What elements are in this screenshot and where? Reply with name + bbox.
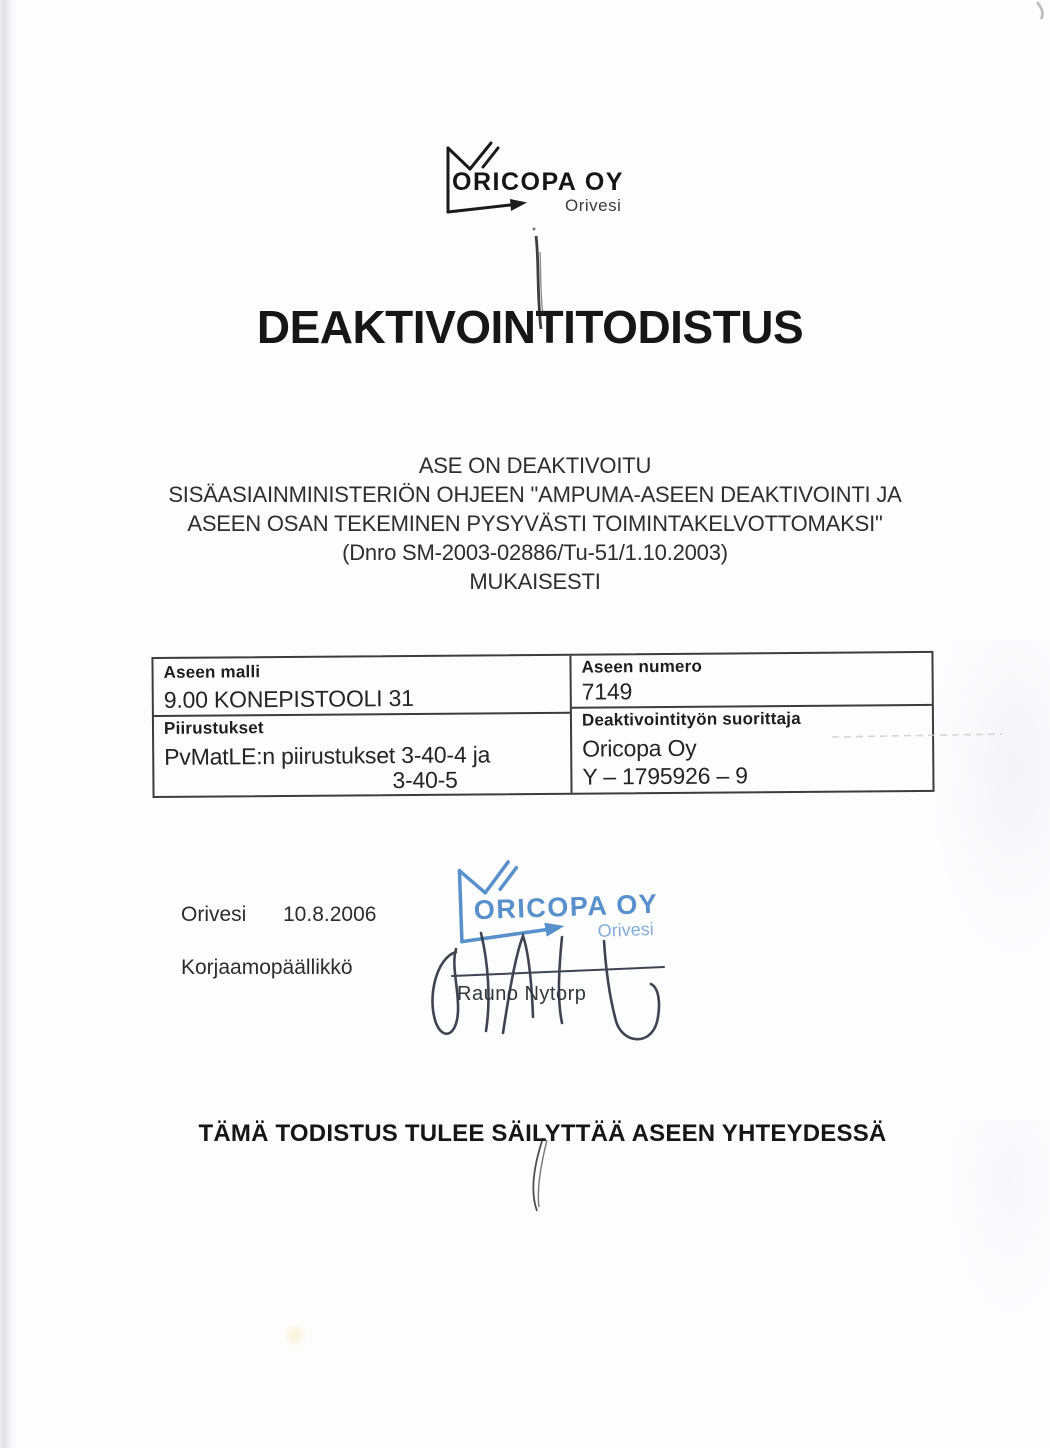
signer-title: Korjaamopäällikkö (181, 956, 353, 979)
stamp-arrowhead (544, 922, 564, 937)
deactivator-value-line1: Oricopa Oy (582, 734, 697, 762)
drawings-value-line2: 3-40-5 (392, 766, 458, 794)
deactivation-statement (0, 451, 1050, 596)
statement-line: MUKAISESTI (469, 569, 601, 594)
document-title: DEAKTIVOINTITODISTUS (256, 301, 804, 353)
statement-line: (Dnro SM-2003-02886/Tu-51/1.10.2003) (342, 540, 728, 565)
statement-line: ASEEN OSAN TEKEMINEN PYSYVÄSTI TOIMINTAKELVOTTOMAKSI" (187, 511, 883, 536)
weapon-model-label: Aseen malli (163, 662, 261, 682)
drawings-label: Piirustukset (163, 718, 264, 738)
weapon-model-value: 9.00 KONEPISTOOLI 31 (163, 684, 414, 713)
logo-arrowhead (510, 199, 527, 211)
drawings-value-line1: PvMatLE:n piirustukset 3-40-4 ja (164, 741, 491, 770)
statement-line: SISÄASIAINMINISTERIÖN OHJEEN "AMPUMA-ASEEN DEAKTIVOINTI JA (168, 482, 902, 507)
stamp-city-text: Orivesi (597, 918, 654, 941)
table-column-divider (569, 656, 572, 793)
weapon-info-table (151, 651, 934, 798)
stamp-company-text: ORICOPA OY (473, 888, 659, 926)
oricopa-stamp (450, 850, 694, 968)
weapon-number-value: 7149 (581, 678, 633, 705)
pen-mark-top-right (1037, 2, 1042, 19)
deactivator-label: Deaktivointityön suorittaja (581, 708, 801, 730)
logo-city-text: Orivesi (565, 196, 622, 215)
signing-date: 10.8.2006 (283, 903, 377, 926)
oricopa-logo (438, 138, 658, 222)
weapon-number-label: Aseen numero (581, 656, 703, 677)
scan-wash-artifact (950, 1120, 1050, 1320)
scan-wash-artifact (930, 640, 1050, 960)
fold-streak-bottom (533, 1138, 547, 1211)
logo-company-text: ORICOPA OY (452, 168, 624, 196)
signer-name: Rauno Nytorp (457, 983, 587, 1005)
statement-line: ASE ON DEAKTIVOITU (418, 453, 652, 478)
scan-smudge-artifact (282, 1322, 308, 1348)
signing-place: Orivesi (181, 903, 247, 926)
scan-left-edge-shadow (0, 0, 16, 1448)
footer-notice: TÄMÄ TODISTUS TULEE SÄILYTTÄÄ ASEEN YHTEYDESSÄ (198, 1120, 887, 1147)
deactivator-value-line2: Y – 1795926 – 9 (582, 762, 748, 790)
